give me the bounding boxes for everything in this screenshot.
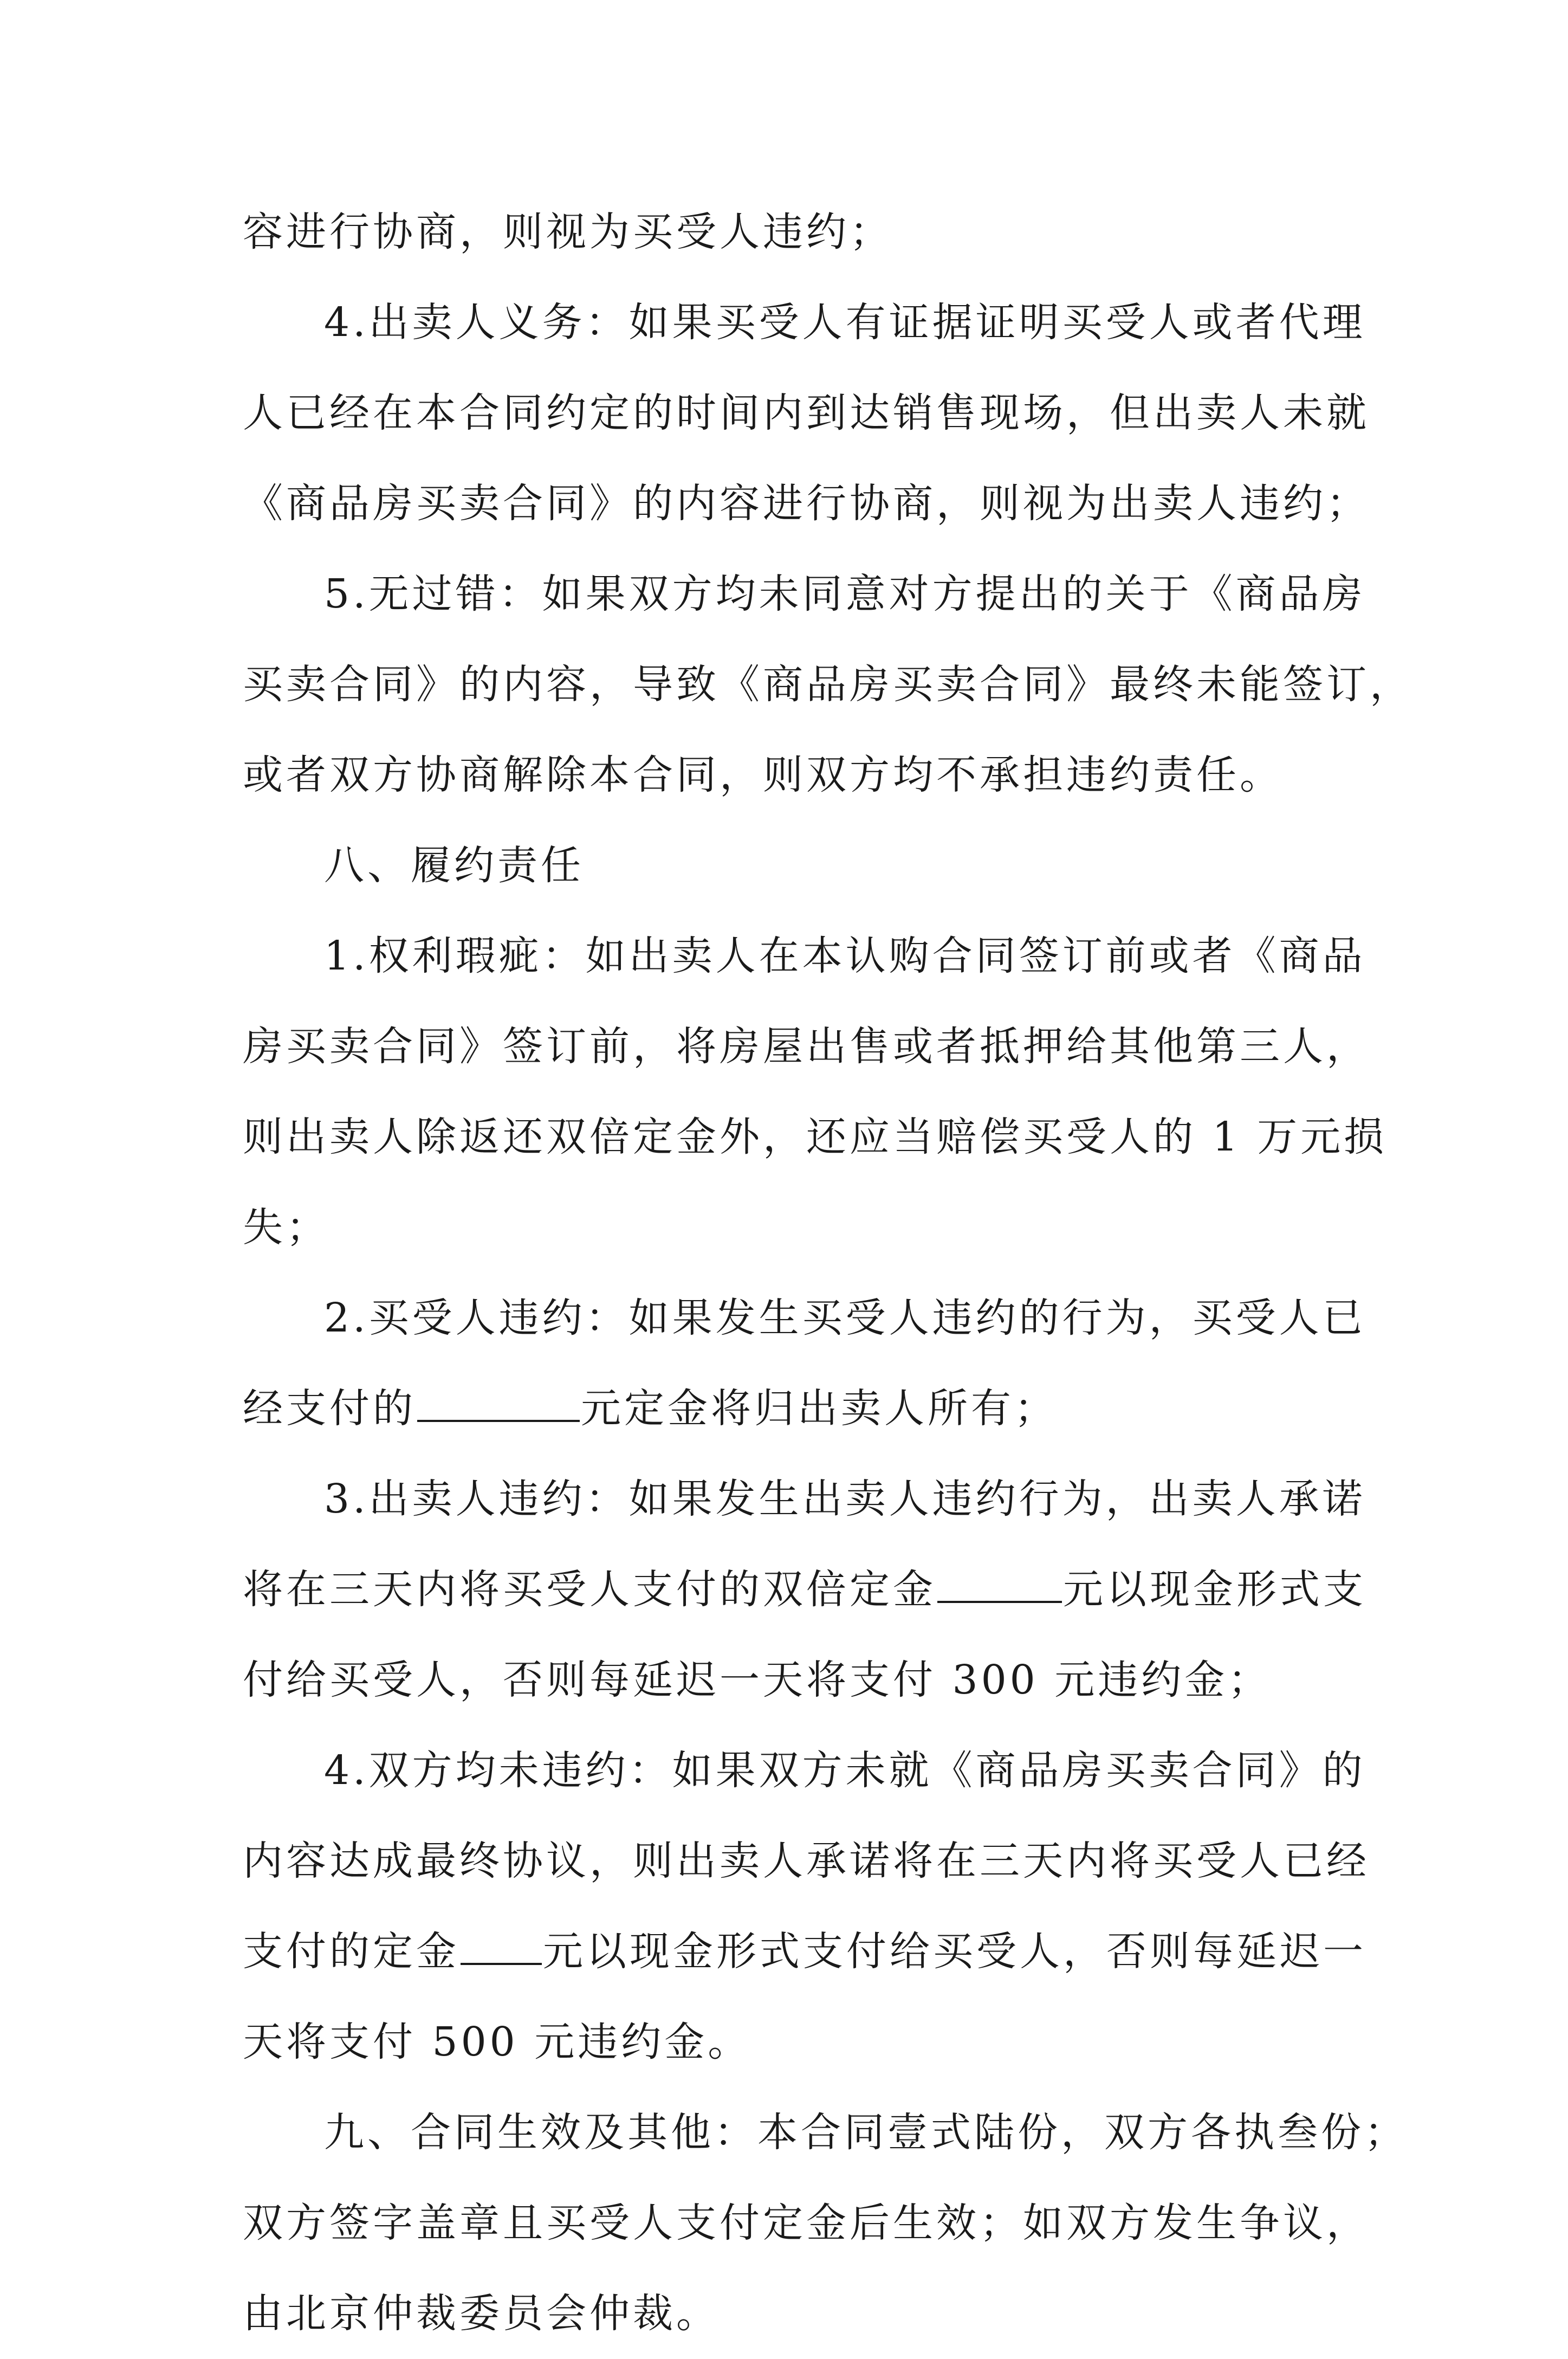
text-line: 房买卖合同》签订前，将房屋出售或者抵押给其他第三人， [243,1023,1370,1070]
text-segment: 支付的定金 [243,1928,459,1975]
fill-in-blank [937,1570,1062,1603]
clause-5-no-fault: 5.无过错：如果双方均未同意对方提出的关于《商品房 [324,571,1366,617]
fill-in-blank [461,1933,542,1965]
clause-4-seller-obligation: 4.出卖人义务：如果买受人有证据证明买受人或者代理 [324,299,1366,346]
section-heading-8: 八、履约责任 [324,842,584,889]
fill-in-blank [417,1389,580,1422]
text-segment: 经支付的 [243,1385,416,1432]
text-segment: 元定金将归出卖人所有； [581,1385,1058,1432]
text-line: 双方签字盖章且买受人支付定金后生效；如双方发生争议， [243,2200,1370,2246]
text-line: 或者双方协商解除本合同，则双方均不承担违约责任。 [243,752,1283,798]
text-line-with-blank [243,1544,1366,1635]
text-segment: 元以现金形式支 [1063,1566,1366,1613]
text-line: 《商品房买卖合同》的内容进行协商，则视为出卖人违约； [243,480,1370,527]
text-line: 天将支付 500 元违约金。 [243,2019,751,2065]
clause-3-seller-breach: 3.出卖人违约：如果发生出卖人违约行为，出卖人承诺 [324,1476,1366,1522]
text-line: 则出卖人除返还双倍定金外，还应当赔偿买受人的 1 万元损 [243,1114,1388,1160]
text-segment: 将在三天内将买受人支付的双倍定金 [243,1566,936,1613]
text-line: 付给买受人，否则每延迟一天将支付 300 元违约金； [243,1657,1272,1703]
text-line: 内容达成最终协议，则出卖人承诺将在三天内将买受人已经 [243,1838,1370,1884]
text-line: 容进行协商，则视为买受人违约； [243,209,893,255]
text-line: 失； [243,1204,329,1251]
clause-2-buyer-breach: 2.买受人违约：如果发生买受人违约的行为，买受人已 [324,1295,1366,1341]
clause-4-no-breach: 4.双方均未违约：如果双方未就《商品房买卖合同》的 [324,1747,1366,1794]
text-segment: 元以现金形式支付给买受人，否则每延迟一 [543,1928,1366,1975]
text-line-with-blank [243,1906,1366,1997]
contract-text [243,187,1413,2359]
section-heading-9: 九、合同生效及其他：本合同壹式陆份，双方各执叁份； [324,2109,1408,2156]
text-line: 人已经在本合同约定的时间内到达销售现场，但出卖人未就 [243,390,1370,436]
clause-1-title-defect: 1.权利瑕疵：如出卖人在本认购合同签订前或者《商品 [324,933,1366,979]
text-line: 由北京仲裁委员会仲裁。 [243,2290,720,2337]
text-line-with-blank [243,1363,1348,1454]
text-line: 买卖合同》的内容，导致《商品房买卖合同》最终未能签订， [243,661,1413,708]
